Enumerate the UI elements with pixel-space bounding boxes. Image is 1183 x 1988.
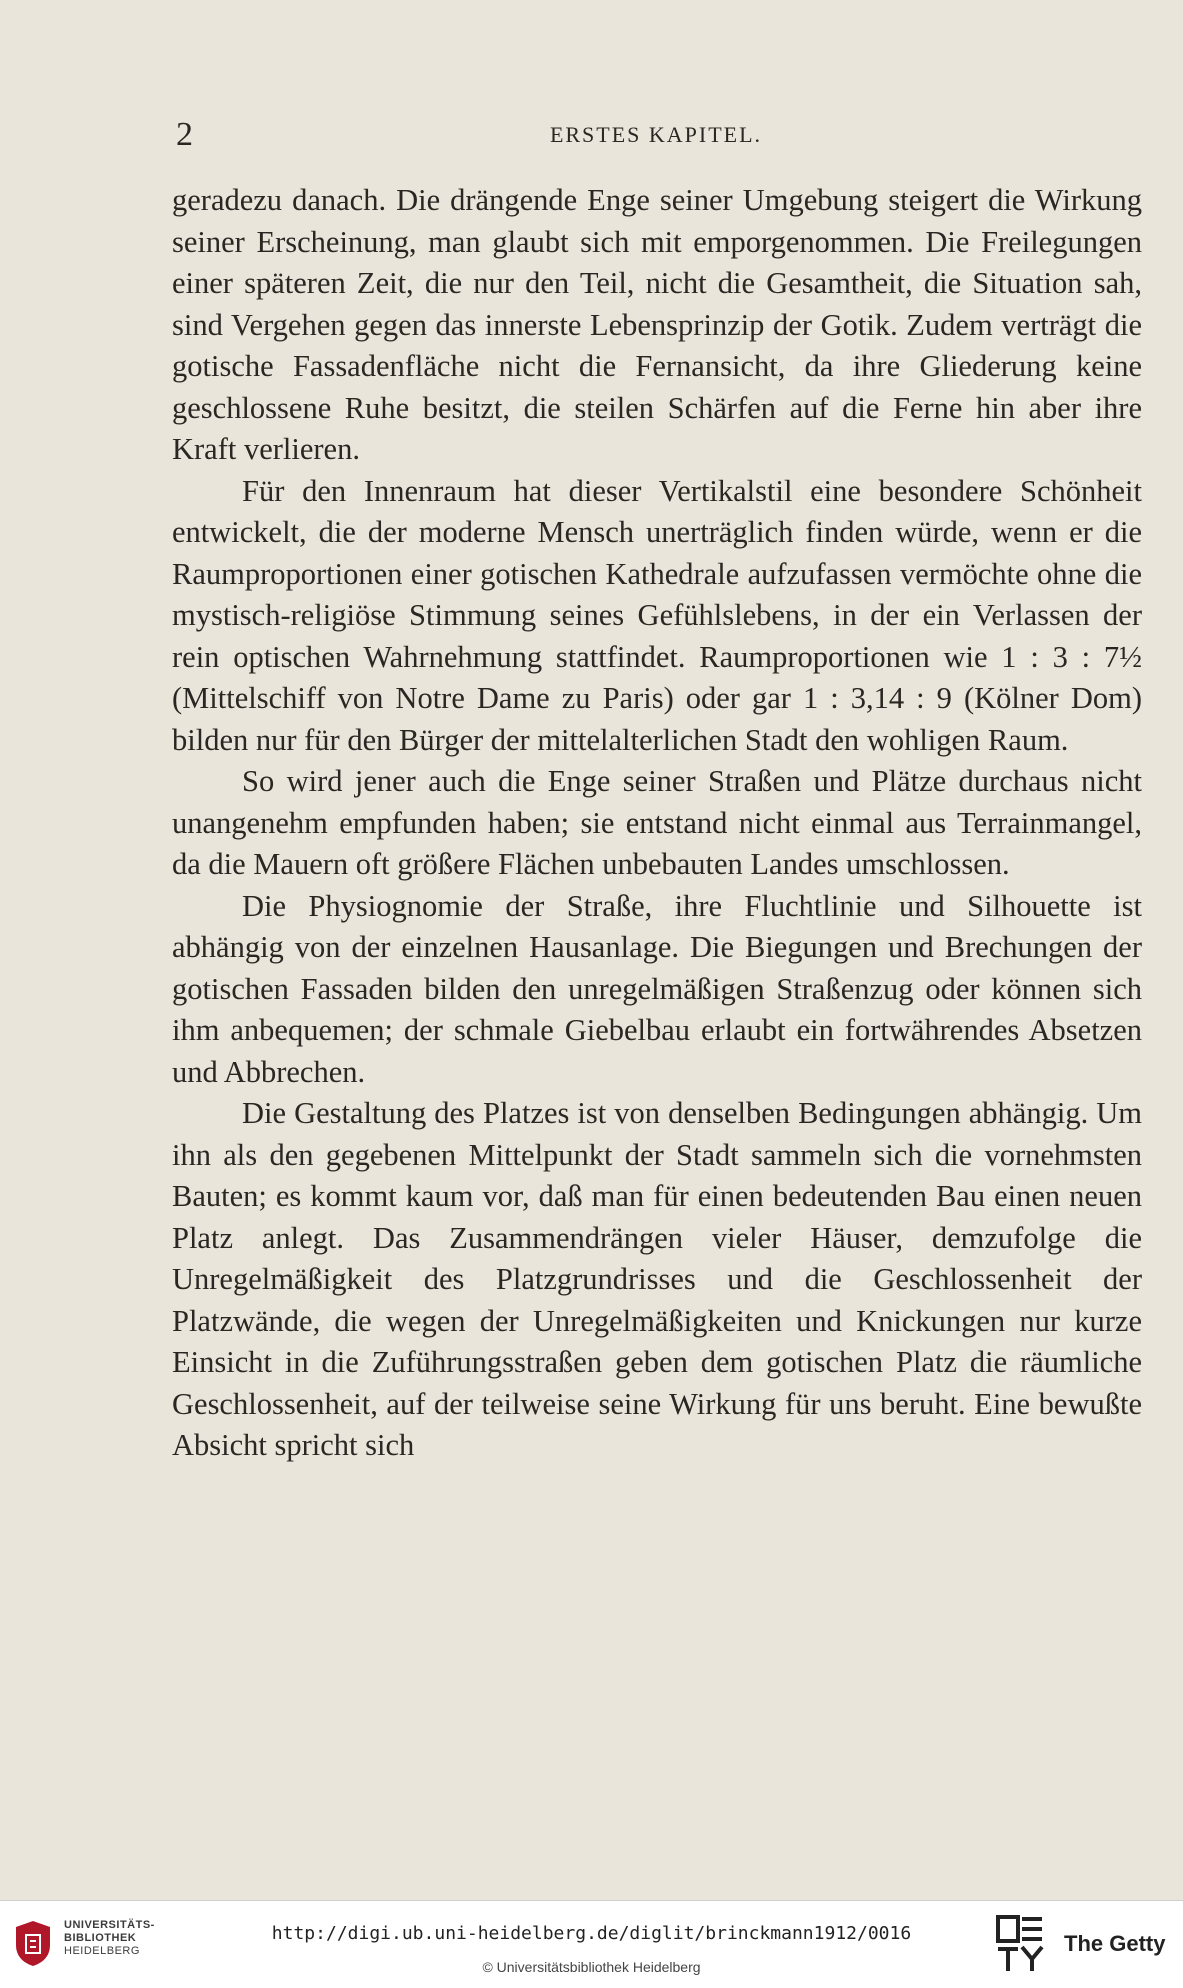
library-line-3: HEIDELBERG <box>64 1945 140 1957</box>
library-line-1: UNIVERSITÄTS- <box>64 1919 155 1931</box>
page-header <box>168 112 1144 152</box>
getty-label: The Getty <box>1064 1931 1166 1956</box>
paragraph-3: So wird jener auch die Enge seiner Straßen und Plätze durchaus nicht unangenehm empfunden haben; sie entstand nicht einmal aus Terrainmangel, da die Mauern oft größere Flächen unbebauten Landes umschlossen. <box>172 764 1142 881</box>
running-head: ERSTES KAPITEL. <box>549 122 763 147</box>
paragraph-1: geradezu danach. Die drängende Enge seiner Umgebung steigert die Wirkung seiner Erscheinung, man glaubt sich mit emporgenommen. Die Freilegungen einer späteren Zeit, die nur den Teil, nicht die Gesamtheit, die Situation sah, sind Vergehen gegen das innerste Lebensprinzip der Gotik. Zudem verträgt die gotische Fassadenfläche nicht die Fernansicht, da ihre Gliederung keine geschlossene Ruhe besitzt, die steilen Schärfen auf die Ferne hin aber ihre Kraft verlieren. <box>172 183 1142 466</box>
library-line-2: BIBLIOTHEK <box>64 1932 137 1944</box>
copyright-notice: © Universitätsbibliothek Heidelberg <box>482 1959 701 1975</box>
footer-bar <box>0 1900 1183 1988</box>
getty-logo-icon <box>996 1915 1046 1973</box>
permalink-url[interactable]: http://digi.ub.uni-heidelberg.de/diglit/brinckmann1912/0016 <box>271 1923 912 1944</box>
page-number: 2 <box>176 116 193 153</box>
paragraph-4: Die Physiognomie der Straße, ihre Fluchtlinie und Silhouette ist abhängig von der einzelnen Hausanlage. Die Biegungen und Brechungen der gotischen Fassaden bilden den unregelmäßigen Straßenzug oder können sich ihm anbequemen; der schmale Giebelbau erlaubt ein fortwährendes Absetzen und Abbrechen. <box>172 888 1142 1089</box>
paragraph-5: Die Gestaltung des Platzes ist von denselben Bedingungen abhängig. Um ihn als den gegebenen Mittelpunkt der Stadt sammeln sich die vornehmsten Bauten; es kommt kaum vor, daß man für einen bedeutenden Bau einen neuen Platz anlegt. Das Zusammendrängen vieler Häuser, demzufolge die Unregelmäßigkeit des Platzgrundrisses und die Geschlossenheit der Platzwände, die wegen der Unregelmäßigkeiten und Knickungen nur kurze Einsicht in die Zuführungsstraßen geben dem gotischen Platz die räumliche Geschlossenheit, auf der teilweise seine Wirkung für uns beruht. Eine bewußte Absicht spricht sich <box>172 1096 1142 1462</box>
paragraph-2: Für den Innenraum hat dieser Vertikalstil eine besondere Schönheit entwickelt, die der moderne Mensch unerträglich finden würde, wenn er die Raumproportionen einer gotischen Kathedrale aufzufassen vermöchte ohne die mystisch-religiöse Stimmung seines Gefühlslebens, in der ein Verlassen der rein optischen Wahrnehmung stattfindet. Raumproportionen wie 1 : 3 : 7½ (Mittelschiff von Notre Dame zu Paris) oder gar 1 : 3,14 : 9 (Kölner Dom) bilden nur für den Bürger der mittelalterlichen Stadt den wohligen Raum. <box>172 473 1142 757</box>
body-text <box>172 180 1142 1467</box>
